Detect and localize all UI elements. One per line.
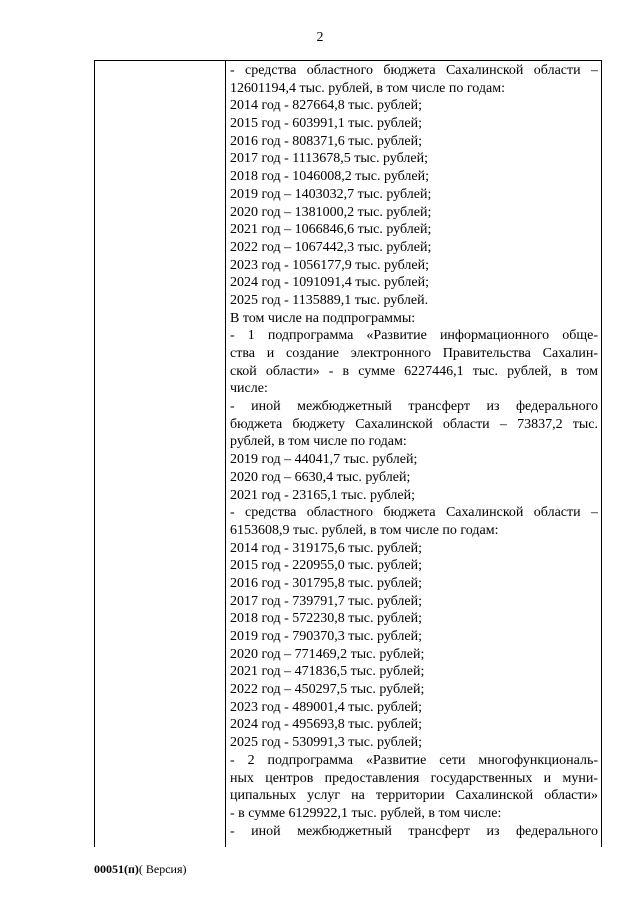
text-line: 2017 год - 1113678,5 тыс. рублей; <box>230 151 428 167</box>
text-line: - средства областного бюджета Сахалинской области – <box>230 505 598 521</box>
text-line: 2020 год – 771469,2 тыс. рублей; <box>230 646 425 662</box>
text-line: 2025 год - 530991,3 тыс. рублей; <box>230 735 423 751</box>
footer-code: 00051(п) <box>94 862 139 876</box>
text-line: 2019 год - 790370,3 тыс. рублей; <box>230 629 423 644</box>
text-line: 2021 год – 471836,5 тыс. рублей; <box>230 664 425 680</box>
text-line: 2018 год - 572230,8 тыс. рублей; <box>230 611 423 627</box>
text-line: 2017 год - 739791,7 тыс. рублей; <box>230 593 423 609</box>
text-line: - средства областного бюджета Сахалинской области – <box>230 63 598 78</box>
text-line: 2019 год – 1403032,7 тыс. рублей; <box>230 186 432 202</box>
text-line: ципальных услуг на территории Сахалинской области» <box>230 788 598 804</box>
text-line: - иной межбюджетный трансферт из федерального <box>230 823 598 839</box>
text-line: 2021 год - 23165,1 тыс. рублей; <box>230 487 416 503</box>
text-line: 2021 год – 1066846,6 тыс. рублей; <box>230 222 432 238</box>
footer-version: ( Версия) <box>138 862 187 876</box>
text-line: 2015 год - 220955,0 тыс. рублей; <box>230 558 423 574</box>
text-line: В том числе на подпрограммы: <box>230 310 416 326</box>
document-footer <box>94 862 187 877</box>
page-number: 2 <box>316 30 324 45</box>
text-line: 2014 год - 319175,6 тыс. рублей; <box>230 540 423 556</box>
text-line: ства и создание электронного Правительства Сахалин- <box>230 346 598 361</box>
text-line: 12601194,4 тыс. рублей, в том числе по годам: <box>230 80 505 96</box>
text-line: - 1 подпрограмма «Развитие информационного обще- <box>230 328 598 344</box>
text-line: 2023 год - 1056177,9 тыс. рублей; <box>230 257 430 273</box>
text-line: ных центров предоставления государственных и муни- <box>230 770 598 786</box>
text-line: ской области» - в сумме 6227446,1 тыс. рублей, в том <box>230 363 598 379</box>
text-line: 2025 год - 1135889,1 тыс. рублей. <box>230 292 429 308</box>
text-line: 2024 год - 495693,8 тыс. рублей; <box>230 717 423 733</box>
text-line: 2016 год - 301795,8 тыс. рублей; <box>230 575 423 591</box>
funding-table <box>94 60 602 847</box>
text-line: - иной межбюджетный трансферт из федерального <box>230 399 598 415</box>
text-line: 2015 год - 603991,1 тыс. рублей; <box>230 116 423 132</box>
text-line: 2016 год - 808371,6 тыс. рублей; <box>230 133 423 149</box>
text-line: 6153608,9 тыс. рублей, в том числе по годам: <box>230 522 499 538</box>
text-line: 2022 год – 450297,5 тыс. рублей; <box>230 682 425 698</box>
text-line: 2020 год – 1381000,2 тыс. рублей; <box>230 204 432 220</box>
table-label-column <box>95 61 226 847</box>
table-content-column <box>230 62 598 840</box>
text-line: 2019 год – 44041,7 тыс. рублей; <box>230 452 418 468</box>
text-line: - 2 подпрограмма «Развитие сети многофункциональ- <box>230 752 598 768</box>
text-line: 2018 год - 1046008,2 тыс. рублей; <box>230 169 430 185</box>
text-line: 2022 год – 1067442,3 тыс. рублей; <box>230 239 432 255</box>
text-line: 2014 год - 827664,8 тыс. рублей; <box>230 98 423 114</box>
text-line: - в сумме 6129922,1 тыс. рублей, в том числе: <box>230 805 502 821</box>
text-line: 2024 год - 1091091,4 тыс. рублей; <box>230 275 430 291</box>
text-line: бюджета бюджету Сахалинской области – 73837,2 тыс. <box>230 416 598 432</box>
text-line: 2020 год – 6630,4 тыс. рублей; <box>230 469 411 485</box>
text-line: рублей, в том числе по годам: <box>230 434 407 450</box>
text-line: числе: <box>230 381 268 397</box>
text-line: 2023 год - 489001,4 тыс. рублей; <box>230 699 423 715</box>
